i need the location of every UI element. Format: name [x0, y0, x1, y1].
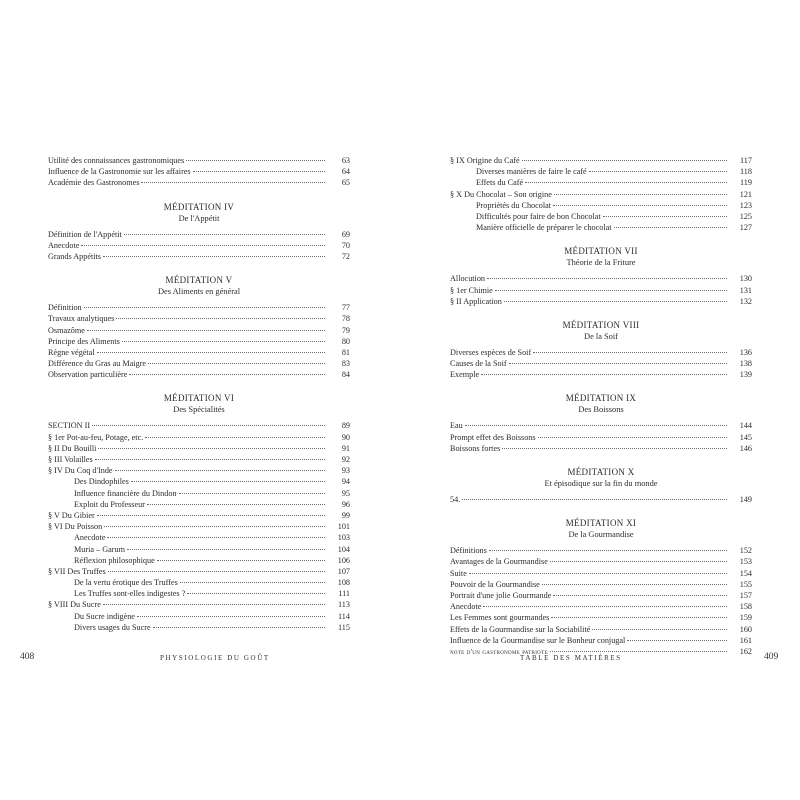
dot-leader: [98, 448, 325, 449]
dot-leader: [87, 330, 325, 331]
meditation-heading: MÉDITATION IV: [163, 201, 235, 212]
toc-entry-title: Influence financière du Dindon: [74, 488, 177, 498]
toc-entry-title: Exploit du Professeur: [74, 499, 145, 509]
toc-entry[interactable]: [450, 590, 752, 601]
toc-entry-page-number: 96: [341, 499, 350, 509]
toc-entry-title: Influence de la Gastronomie sur les affaires: [48, 167, 191, 177]
toc-entry-page-number: 130: [739, 274, 752, 284]
toc-entry-title: Académie des Gastronomes: [48, 178, 140, 188]
dot-leader: [147, 504, 325, 505]
meditation-heading: MÉDITATION IX: [565, 393, 637, 404]
toc-section: [48, 274, 350, 380]
meditation-subtitle: De la Gourmandise: [568, 530, 634, 540]
toc-entry-page-number: 79: [341, 325, 350, 335]
toc-entry-page-number: 121: [739, 189, 752, 199]
toc-entry-page-number: 161: [739, 635, 752, 645]
dot-leader: [95, 459, 325, 460]
meditation-subtitle: De l'Appétit: [178, 213, 220, 223]
toc-entry-page-number: 90: [341, 432, 350, 442]
toc-entry-page-number: 119: [740, 178, 752, 188]
toc-entry-title: § IX Origine du Café: [450, 156, 520, 165]
toc-section: [450, 392, 752, 454]
toc-entry-title: Causes de la Soif: [450, 359, 507, 369]
toc-entry[interactable]: [48, 432, 350, 443]
toc-entry-page-number: 158: [739, 602, 752, 612]
toc-entry-title: § II Application: [450, 296, 502, 306]
section-header: [450, 245, 752, 269]
right-page-toc: [450, 155, 752, 657]
toc-entry[interactable]: [48, 313, 350, 324]
toc-entry[interactable]: [450, 579, 752, 590]
dot-leader: [614, 227, 727, 228]
toc-entry[interactable]: [48, 566, 350, 577]
toc-entry-title: Osmazôme: [48, 325, 85, 335]
toc-section: [450, 155, 752, 233]
dot-leader: [509, 363, 727, 364]
section-header: [48, 201, 350, 225]
dot-leader: [180, 582, 325, 583]
toc-entry-page-number: 113: [338, 600, 350, 610]
toc-entry-title: Diverses espèces de Soif: [450, 347, 532, 357]
toc-entry-title: § V Du Gibier: [48, 510, 95, 520]
dot-leader: [148, 363, 325, 364]
left-running-head: PHYSIOLOGIE DU GOÛT: [160, 654, 270, 662]
toc-entry[interactable]: [450, 166, 752, 177]
dot-leader: [122, 341, 325, 342]
toc-entry-page-number: 78: [341, 314, 350, 324]
toc-entry[interactable]: [48, 325, 350, 336]
toc-entry[interactable]: [48, 336, 350, 347]
section-header: [48, 274, 350, 298]
dot-leader: [193, 171, 325, 172]
toc-entry-page-number: 103: [337, 533, 350, 543]
toc-entry[interactable]: [48, 240, 350, 251]
toc-entry-title: Boissons fortes: [450, 443, 501, 453]
right-running-head: TABLE DES MATIÈRES: [520, 654, 622, 662]
dot-leader: [542, 584, 727, 585]
dot-leader: [481, 374, 727, 375]
section-header: [450, 517, 752, 541]
toc-entry-page-number: 99: [341, 510, 350, 520]
dot-leader: [553, 595, 727, 596]
toc-entry-page-number: 155: [739, 579, 752, 589]
toc-entry[interactable]: [48, 555, 350, 566]
toc-entry-page-number: 83: [341, 359, 350, 369]
meditation-heading: MÉDITATION VIII: [562, 319, 640, 330]
toc-section: [48, 155, 350, 189]
left-folio: 408: [20, 652, 35, 662]
dot-leader: [592, 629, 727, 630]
toc-entry-title: § 1er Chimie: [450, 285, 493, 295]
toc-entry-title: Définition: [48, 303, 82, 313]
toc-entry[interactable]: [48, 532, 350, 543]
right-folio: 409: [764, 652, 779, 662]
toc-entry-page-number: 84: [341, 370, 350, 380]
toc-entry-title: Travaux analytiques: [48, 314, 115, 324]
toc-entry-page-number: 157: [739, 590, 752, 600]
toc-entry-title: Exemple: [450, 370, 480, 380]
toc-entry[interactable]: [450, 347, 752, 358]
toc-entry[interactable]: [450, 177, 752, 188]
toc-entry-page-number: 64: [341, 167, 350, 177]
toc-entry-title: Anecdote: [48, 240, 80, 250]
toc-entry[interactable]: [48, 611, 350, 622]
toc-entry[interactable]: [48, 420, 350, 431]
toc-entry[interactable]: [450, 568, 752, 579]
toc-entry-title: Divers usages du Sucre: [74, 622, 151, 632]
dot-leader: [104, 526, 325, 527]
dot-leader: [131, 481, 325, 482]
dot-leader: [97, 515, 325, 516]
toc-entry-title: § II Du Bouilli: [48, 443, 97, 453]
toc-entry[interactable]: [48, 622, 350, 633]
toc-entry[interactable]: [48, 166, 350, 177]
toc-entry-page-number: 159: [739, 613, 752, 623]
dot-leader: [92, 425, 325, 426]
toc-entry[interactable]: [450, 222, 752, 233]
toc-entry-page-number: 154: [739, 568, 752, 578]
toc-entry-title: Observation particulière: [48, 370, 128, 380]
meditation-heading: MÉDITATION VII: [564, 246, 638, 257]
dot-leader: [489, 550, 727, 551]
dot-leader: [589, 171, 727, 172]
toc-entry[interactable]: [48, 499, 350, 510]
toc-entry-title: Prompt effet des Boissons: [450, 432, 536, 442]
toc-entry-page-number: 72: [341, 251, 350, 261]
toc-entry-page-number: 106: [337, 555, 350, 565]
toc-entry-page-number: 95: [341, 488, 350, 498]
dot-leader: [145, 437, 325, 438]
dot-leader: [124, 234, 325, 235]
toc-entry-title: § 1er Pot-au-feu, Potage, etc.: [48, 432, 144, 442]
toc-entry-title: Propriétés du Chocolat: [476, 200, 552, 210]
toc-entry-title: Difficultés pour faire de bon Chocolat: [476, 211, 601, 221]
toc-entry-page-number: 146: [739, 443, 752, 453]
toc-entry-title: Différence du Gras au Maigre: [48, 359, 147, 369]
toc-entry[interactable]: [450, 612, 752, 623]
dot-leader: [103, 256, 325, 257]
toc-entry-page-number: 70: [341, 240, 350, 250]
toc-entry-page-number: 81: [341, 347, 350, 357]
toc-entry[interactable]: [450, 369, 752, 380]
toc-entry[interactable]: [450, 296, 752, 307]
dot-leader: [487, 278, 727, 279]
toc-entry[interactable]: [450, 155, 752, 166]
toc-entry-page-number: 77: [341, 303, 350, 313]
toc-entry-page-number: 131: [739, 285, 752, 295]
dot-leader: [525, 182, 727, 183]
toc-entry-title: Grands Appétits: [48, 251, 101, 261]
toc-entry[interactable]: [450, 556, 752, 567]
dot-leader: [157, 560, 325, 561]
toc-entry-page-number: 136: [739, 347, 752, 357]
toc-entry[interactable]: [48, 358, 350, 369]
toc-section: [48, 201, 350, 263]
toc-entry-page-number: 145: [739, 432, 752, 442]
toc-entry-page-number: 114: [338, 611, 350, 621]
toc-section: [450, 466, 752, 505]
toc-section: [450, 319, 752, 381]
dot-leader: [495, 290, 727, 291]
toc-entry-page-number: 153: [739, 557, 752, 567]
toc-entry-page-number: 149: [739, 495, 752, 504]
toc-entry-page-number: 92: [341, 455, 350, 464]
toc-entry[interactable]: [48, 454, 350, 465]
dot-leader: [186, 160, 325, 161]
toc-entry-page-number: 108: [337, 578, 350, 588]
toc-entry-title: Manière officielle de préparer le chocolat: [476, 223, 612, 233]
toc-entry[interactable]: [450, 443, 752, 454]
toc-entry-page-number: 123: [739, 200, 752, 210]
toc-entry[interactable]: [48, 599, 350, 610]
toc-entry-title: Portrait d'une jolie Gourmande: [450, 590, 552, 600]
toc-entry-title: Règne végétal: [48, 347, 95, 357]
toc-entry[interactable]: [48, 510, 350, 521]
toc-entry-page-number: 127: [739, 223, 752, 233]
toc-entry-page-number: 94: [341, 477, 350, 487]
toc-entry[interactable]: [48, 488, 350, 499]
toc-entry-page-number: 138: [739, 359, 752, 369]
dot-leader: [603, 216, 727, 217]
dot-leader: [504, 301, 727, 302]
toc-entry-title: Diverses manières de faire le café: [476, 167, 587, 177]
toc-entry-title: Des Dindophiles: [74, 477, 129, 487]
toc-entry-title: Principe des Aliments: [48, 336, 120, 346]
toc-entry-title: § III Volailles: [48, 455, 93, 464]
section-header: [450, 466, 752, 490]
toc-entry-page-number: 65: [341, 178, 350, 188]
toc-entry[interactable]: [450, 420, 752, 431]
toc-entry-page-number: 69: [341, 229, 350, 239]
toc-entry[interactable]: [450, 285, 752, 296]
toc-entry-title: Définition de l'Appétit: [48, 229, 122, 239]
toc-entry[interactable]: [48, 443, 350, 454]
toc-entry-page-number: 89: [341, 421, 350, 431]
toc-entry[interactable]: [450, 200, 752, 211]
dot-leader: [550, 651, 727, 652]
dot-leader: [137, 616, 325, 617]
section-header: [450, 392, 752, 416]
dot-leader: [627, 640, 727, 641]
toc-entry[interactable]: [48, 347, 350, 358]
toc-entry-title: Allocution: [450, 274, 486, 284]
meditation-subtitle: Des Aliments en général: [157, 287, 241, 297]
meditation-heading: MÉDITATION X: [567, 467, 635, 477]
dot-leader: [179, 493, 325, 494]
meditation-subtitle: Théorie de la Friture: [566, 258, 636, 268]
toc-entry[interactable]: [450, 624, 752, 635]
left-page-toc: [48, 155, 350, 633]
dot-leader: [81, 245, 325, 246]
dot-leader: [127, 549, 325, 550]
toc-entry-page-number: 104: [337, 544, 350, 554]
toc-entry-title: Utilité des connaissances gastronomiques: [48, 156, 185, 165]
toc-entry-title: Muria – Garum: [74, 544, 125, 554]
toc-entry-title: 54.: [450, 495, 461, 504]
dot-leader: [103, 604, 325, 605]
toc-entry-title: Avantages de la Gourmandise: [450, 557, 548, 567]
toc-entry-title: Eau: [450, 421, 463, 431]
toc-entry-title: Les Truffes sont-elles indigestes ?: [74, 589, 186, 599]
toc-entry[interactable]: [450, 432, 752, 443]
toc-entry-title: Anecdote: [450, 602, 482, 612]
toc-entry-title: Du Sucre indigène: [74, 611, 135, 621]
toc-entry-page-number: 160: [739, 624, 752, 634]
toc-entry-title: Définitions: [450, 546, 487, 556]
toc-entry-page-number: 111: [338, 589, 350, 599]
toc-entry[interactable]: [450, 189, 752, 200]
toc-entry[interactable]: [450, 273, 752, 284]
toc-entry[interactable]: [450, 601, 752, 612]
dot-leader: [115, 470, 325, 471]
dot-leader: [483, 606, 727, 607]
toc-entry-title: Influence de la Gourmandise sur le Bonheur conjugal: [450, 635, 626, 645]
meditation-subtitle: Des Boissons: [578, 405, 624, 415]
toc-entry-page-number: 118: [740, 167, 752, 177]
toc-entry[interactable]: [450, 358, 752, 369]
dot-leader: [153, 627, 325, 628]
toc-entry[interactable]: [48, 251, 350, 262]
dot-leader: [116, 318, 325, 319]
dot-leader: [533, 352, 727, 353]
toc-entry-page-number: 139: [739, 370, 752, 380]
section-header: [48, 392, 350, 416]
toc-entry-page-number: 107: [337, 566, 350, 576]
toc-entry-page-number: 162: [739, 646, 752, 656]
toc-entry-title: Les Femmes sont gourmandes: [450, 613, 550, 623]
toc-entry[interactable]: [48, 229, 350, 240]
dot-leader: [129, 374, 325, 375]
toc-entry-title: SECTION II: [48, 421, 91, 431]
meditation-heading: MÉDITATION VI: [163, 393, 235, 404]
dot-leader: [551, 617, 727, 618]
toc-entry[interactable]: [450, 211, 752, 222]
toc-entry-page-number: 132: [739, 296, 752, 306]
dot-leader: [108, 571, 325, 572]
toc-entry-page-number: 101: [337, 522, 350, 532]
toc-entry-page-number: 80: [341, 336, 350, 346]
toc-entry-page-number: 63: [341, 156, 350, 165]
dot-leader: [462, 499, 727, 500]
toc-entry[interactable]: [48, 544, 350, 555]
toc-section: [450, 245, 752, 307]
meditation-heading: MÉDITATION XI: [565, 518, 637, 529]
toc-entry-page-number: 93: [341, 466, 350, 476]
toc-entry-page-number: 117: [740, 156, 752, 165]
toc-section: [48, 392, 350, 633]
toc-entry[interactable]: [48, 177, 350, 188]
dot-leader: [97, 352, 325, 353]
meditation-subtitle: Et épisodique sur la fin du monde: [544, 479, 658, 488]
toc-entry-page-number: 144: [739, 421, 752, 431]
toc-section: [450, 517, 752, 657]
toc-entry-title: § VII Des Truffes: [48, 566, 106, 576]
meditation-subtitle: De la Soif: [584, 331, 618, 341]
dot-leader: [522, 160, 727, 161]
toc-entry-page-number: 91: [341, 443, 350, 453]
toc-entry-title: note d'un gastronome patriote: [450, 646, 548, 656]
toc-entry[interactable]: [450, 494, 752, 505]
dot-leader: [538, 437, 727, 438]
meditation-subtitle: Des Spécialités: [173, 405, 225, 415]
toc-entry-title: Réflexion philosophique: [74, 555, 155, 565]
toc-entry-title: § X Du Chocolat – Son origine: [450, 189, 552, 199]
dot-leader: [550, 561, 727, 562]
section-header: [450, 319, 752, 343]
toc-entry[interactable]: [48, 465, 350, 476]
toc-entry[interactable]: [48, 588, 350, 599]
toc-entry-page-number: 115: [338, 622, 350, 632]
dot-leader: [107, 537, 325, 538]
toc-entry-title: Anecdote: [74, 533, 106, 543]
dot-leader: [84, 307, 325, 308]
toc-entry[interactable]: [450, 635, 752, 646]
toc-entry-title: Pouvoir de la Gourmandise: [450, 579, 540, 589]
dot-leader: [187, 593, 325, 594]
toc-entry-title: § VI Du Poisson: [48, 522, 103, 532]
toc-entry[interactable]: [48, 369, 350, 380]
dot-leader: [502, 448, 727, 449]
toc-entry-page-number: 125: [739, 211, 752, 221]
toc-entry[interactable]: [48, 476, 350, 487]
dot-leader: [469, 573, 727, 574]
toc-entry-title: § IV Du Coq d'Inde: [48, 466, 113, 476]
dot-leader: [554, 194, 727, 195]
toc-entry[interactable]: [48, 521, 350, 532]
toc-entry-title: Effets de la Gourmandise sur la Sociabilité: [450, 624, 591, 634]
toc-entry[interactable]: [48, 577, 350, 588]
dot-leader: [553, 205, 727, 206]
toc-entry-title: De la vertu érotique des Truffes: [74, 578, 178, 588]
dot-leader: [141, 182, 325, 183]
meditation-heading: MÉDITATION V: [165, 275, 233, 286]
toc-entry[interactable]: [48, 302, 350, 313]
toc-entry-page-number: 152: [739, 546, 752, 556]
dot-leader: [465, 425, 727, 426]
toc-entry-title: Effets du Café: [476, 178, 524, 188]
toc-entry[interactable]: [48, 155, 350, 166]
toc-entry[interactable]: [450, 545, 752, 556]
toc-entry-title: Suite: [450, 568, 467, 578]
toc-entry-title: § VIII Du Sucre: [48, 600, 101, 610]
